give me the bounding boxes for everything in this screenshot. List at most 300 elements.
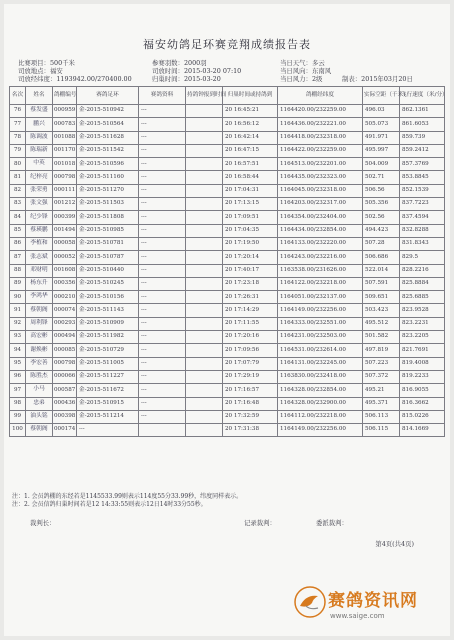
table-row bbox=[10, 118, 445, 131]
cell-name: 蔡发盛 bbox=[26, 105, 53, 118]
table-header-row bbox=[10, 87, 445, 105]
cell-clock-time bbox=[186, 118, 223, 131]
table-row bbox=[10, 144, 445, 157]
table-row bbox=[10, 237, 445, 250]
cell-speed: 825.6885 bbox=[400, 291, 445, 304]
cell-rank: 91 bbox=[10, 304, 26, 317]
cell-rank: 97 bbox=[10, 384, 26, 397]
cell-name: 李宏善 bbox=[26, 357, 53, 370]
cell-rank: 83 bbox=[10, 198, 26, 211]
cell-clock-time bbox=[186, 105, 223, 118]
table-row bbox=[10, 198, 445, 211]
cell-speed: 862.1361 bbox=[400, 105, 445, 118]
cell-loft-id: 000783 bbox=[53, 118, 77, 131]
cell-speed: 852.1539 bbox=[400, 184, 445, 197]
cell-coords: 1164203.00/232317.00 bbox=[278, 198, 363, 211]
cell-coords: 1164435.00/232323.00 bbox=[278, 171, 363, 184]
cell-clock-time bbox=[186, 331, 223, 344]
referee-signature-label: 裁判长： bbox=[30, 519, 56, 527]
meta-wind-direction: 当日风向：东南风 bbox=[280, 67, 332, 75]
cell-speed: 823.9528 bbox=[400, 304, 445, 317]
cell-arrival-time: 20 17:23:18 bbox=[223, 277, 278, 290]
table-row bbox=[10, 264, 445, 277]
cell-arrival-time: 20 17:32:59 bbox=[223, 410, 278, 423]
cell-clock-time bbox=[186, 304, 223, 317]
cell-clock-time bbox=[186, 410, 223, 423]
cell-arrival-time: 20 17:26:31 bbox=[223, 291, 278, 304]
cell-coords: 1164422.00/232259.00 bbox=[278, 144, 363, 157]
table-row bbox=[10, 304, 445, 317]
cell-speed: 837.7223 bbox=[400, 198, 445, 211]
cell-coords: 1164531.00/232614.00 bbox=[278, 344, 363, 357]
cell-name: 陈调波 bbox=[26, 131, 53, 144]
cell-pigeon-info: --- bbox=[139, 184, 186, 197]
cell-ring: 金-2015-511982 bbox=[77, 331, 139, 344]
cell-distance: 507.223 bbox=[363, 357, 400, 370]
cell-arrival-time: 20 17:04:31 bbox=[223, 184, 278, 197]
table-row bbox=[10, 291, 445, 304]
cell-ring: 金-2015-510942 bbox=[77, 105, 139, 118]
cell-pigeon-info: --- bbox=[139, 118, 186, 131]
recorder-signature-label: 记录裁判： bbox=[244, 519, 276, 527]
cell-coords: 1164434.00/232854.00 bbox=[278, 224, 363, 237]
cell-rank: 79 bbox=[10, 144, 26, 157]
header-clock-time: 持鸽钟报到时间 bbox=[186, 87, 223, 105]
cell-rank: 84 bbox=[10, 211, 26, 224]
cell-rank: 95 bbox=[10, 357, 26, 370]
cell-loft-id: 001494 bbox=[53, 224, 77, 237]
cell-coords: 1164112.00/232218.00 bbox=[278, 410, 363, 423]
cell-arrival-time: 20 17:20:16 bbox=[223, 331, 278, 344]
cell-ring: 金-2015-510781 bbox=[77, 237, 139, 250]
cell-pigeon-info: --- bbox=[139, 384, 186, 397]
cell-loft-id: 000398 bbox=[53, 410, 77, 423]
cell-clock-time bbox=[186, 344, 223, 357]
cell-speed: 816.9055 bbox=[400, 384, 445, 397]
cell-loft-id: 000066 bbox=[53, 370, 77, 383]
cell-ring: --- bbox=[77, 424, 139, 437]
cell-arrival-time: 20 16:47:15 bbox=[223, 144, 278, 157]
cell-distance: 502.56 bbox=[363, 211, 400, 224]
cell-distance: 496.03 bbox=[363, 105, 400, 118]
cell-loft-id: 001608 bbox=[53, 264, 77, 277]
cell-loft-id: 000085 bbox=[53, 344, 77, 357]
cell-coords: 1164133.00/232220.00 bbox=[278, 237, 363, 250]
table-row bbox=[10, 410, 445, 423]
cell-ring: 金-2015-511542 bbox=[77, 144, 139, 157]
cell-clock-time bbox=[186, 277, 223, 290]
cell-loft-id: 000436 bbox=[53, 397, 77, 410]
cell-ring: 金-2015-511214 bbox=[77, 410, 139, 423]
table-row bbox=[10, 105, 445, 118]
note-2: 注：2. 会员信鸽归巢时间若是12 14:33:55则表示12日14时33分55秒。 bbox=[12, 501, 207, 508]
cell-loft-id: 000798 bbox=[53, 357, 77, 370]
report-title: 福安幼鸽足环赛竞翔成绩报告表 bbox=[143, 38, 311, 51]
cell-loft-id: 001088 bbox=[53, 131, 77, 144]
cell-speed: 814.1669 bbox=[400, 424, 445, 437]
cell-name: 张荣勇 bbox=[26, 184, 53, 197]
cell-loft-id: 000058 bbox=[53, 237, 77, 250]
cell-coords: 1164149.00/232256.00 bbox=[278, 304, 363, 317]
cell-rank: 82 bbox=[10, 184, 26, 197]
header-name: 姓名 bbox=[26, 87, 53, 105]
note-1: 注：1. 会员鸽棚的东经若是1145533.99则表示114度55分33.99秒，纬度同样表示。 bbox=[12, 493, 243, 500]
meta-wind-force: 当日风力：2级 bbox=[280, 75, 323, 83]
cell-ring: 金-2015-511005 bbox=[77, 357, 139, 370]
cell-ring: 金-2015-510440 bbox=[77, 264, 139, 277]
cell-rank: 100 bbox=[10, 424, 26, 437]
header-loft-id: 鸽棚编号 bbox=[53, 87, 77, 105]
cell-loft-id: 000174 bbox=[53, 424, 77, 437]
cell-clock-time bbox=[186, 237, 223, 250]
cell-coords: 1164231.00/232503.00 bbox=[278, 331, 363, 344]
cell-rank: 98 bbox=[10, 397, 26, 410]
table-row bbox=[10, 211, 445, 224]
cell-distance: 495.512 bbox=[363, 317, 400, 330]
cell-clock-time bbox=[186, 291, 223, 304]
table-row bbox=[10, 424, 445, 437]
cell-ring: 金-2015-510729 bbox=[77, 344, 139, 357]
cell-arrival-time: 20 17:31:38 bbox=[223, 424, 278, 437]
cell-pigeon-info: --- bbox=[139, 211, 186, 224]
cell-arrival-time: 20 17:04:35 bbox=[223, 224, 278, 237]
cell-arrival-time: 20 17:13:15 bbox=[223, 198, 278, 211]
cell-name: 油头铭 bbox=[26, 410, 53, 423]
cell-arrival-time: 20 16:57:51 bbox=[223, 158, 278, 171]
cell-rank: 96 bbox=[10, 370, 26, 383]
cell-name: 陈胜杰 bbox=[26, 370, 53, 383]
committee-signature-label: 委派裁判： bbox=[316, 519, 348, 527]
cell-arrival-time: 20 17:16:57 bbox=[223, 384, 278, 397]
table-row bbox=[10, 184, 445, 197]
cell-speed: 853.8845 bbox=[400, 171, 445, 184]
cell-arrival-time: 20 17:40:17 bbox=[223, 264, 278, 277]
header-pigeon-info: 赛鸽资料 bbox=[139, 87, 186, 105]
cell-pigeon-info: --- bbox=[139, 344, 186, 357]
cell-ring: 金-2015-511270 bbox=[77, 184, 139, 197]
cell-speed: 861.6053 bbox=[400, 118, 445, 131]
cell-pigeon-info: --- bbox=[139, 264, 186, 277]
cell-speed: 832.8288 bbox=[400, 224, 445, 237]
cell-coords: 1164328.00/232900.00 bbox=[278, 397, 363, 410]
cell-loft-id: 000293 bbox=[53, 317, 77, 330]
cell-name: 蔡朝阁 bbox=[26, 424, 53, 437]
cell-loft-id: 000210 bbox=[53, 291, 77, 304]
cell-coords: 1164418.00/232318.00 bbox=[278, 131, 363, 144]
table-row bbox=[10, 251, 445, 264]
cell-speed: 816.3662 bbox=[400, 397, 445, 410]
table-row bbox=[10, 331, 445, 344]
cell-arrival-time: 20 17:09:56 bbox=[223, 344, 278, 357]
cell-coords: 1164045.00/232318.00 bbox=[278, 184, 363, 197]
cell-clock-time bbox=[186, 144, 223, 157]
cell-clock-time bbox=[186, 264, 223, 277]
cell-coords: 1164333.00/232551.00 bbox=[278, 317, 363, 330]
cell-pigeon-info: --- bbox=[139, 158, 186, 171]
cell-pigeon-info: --- bbox=[139, 198, 186, 211]
cell-ring: 金-2015-510245 bbox=[77, 277, 139, 290]
cell-ring: 金-2015-511143 bbox=[77, 304, 139, 317]
cell-loft-id: 000798 bbox=[53, 171, 77, 184]
cell-coords: 1164051.00/232137.00 bbox=[278, 291, 363, 304]
cell-coords: 1164243.00/232216.00 bbox=[278, 251, 363, 264]
cell-pigeon-info: --- bbox=[139, 224, 186, 237]
cell-speed: 857.3769 bbox=[400, 158, 445, 171]
header-arrival-time: 归巢时间或持鸽到 bbox=[223, 87, 278, 105]
cell-rank: 87 bbox=[10, 251, 26, 264]
cell-name: 忠弟 bbox=[26, 397, 53, 410]
cell-clock-time bbox=[186, 397, 223, 410]
results-table bbox=[9, 86, 448, 437]
cell-distance: 509.651 bbox=[363, 291, 400, 304]
cell-name: 李植和 bbox=[26, 237, 53, 250]
table-row bbox=[10, 397, 445, 410]
cell-ring: 金-2015-510985 bbox=[77, 224, 139, 237]
cell-distance: 495.21 bbox=[363, 384, 400, 397]
cell-loft-id: 001170 bbox=[53, 144, 77, 157]
cell-name: 纪梓亮 bbox=[26, 171, 53, 184]
cell-rank: 90 bbox=[10, 291, 26, 304]
table-row bbox=[10, 131, 445, 144]
cell-speed: 819.2233 bbox=[400, 370, 445, 383]
cell-clock-time bbox=[186, 357, 223, 370]
cell-clock-time bbox=[186, 171, 223, 184]
meta-release-site: 司放地点：福安 bbox=[18, 67, 63, 75]
cell-clock-time bbox=[186, 198, 223, 211]
cell-name: 杨东升 bbox=[26, 277, 53, 290]
cell-rank: 85 bbox=[10, 224, 26, 237]
cell-ring: 金-2015-511227 bbox=[77, 370, 139, 383]
cell-ring: 金-2015-511503 bbox=[77, 198, 139, 211]
cell-coords: 1164122.00/232218.00 bbox=[278, 277, 363, 290]
cell-pigeon-info: --- bbox=[139, 397, 186, 410]
cell-rank: 99 bbox=[10, 410, 26, 423]
cell-distance: 506.115 bbox=[363, 424, 400, 437]
cell-name: 纪少锋 bbox=[26, 211, 53, 224]
cell-ring: 金-2015-510915 bbox=[77, 397, 139, 410]
cell-ring: 金-2015-511808 bbox=[77, 211, 139, 224]
cell-speed: 823.2205 bbox=[400, 331, 445, 344]
cell-pigeon-info: --- bbox=[139, 171, 186, 184]
cell-arrival-time: 20 16:56:12 bbox=[223, 118, 278, 131]
cell-loft-id: 001212 bbox=[53, 198, 77, 211]
cell-ring: 金-2015-510787 bbox=[77, 251, 139, 264]
cell-loft-id: 000494 bbox=[53, 331, 77, 344]
cell-pigeon-info: --- bbox=[139, 277, 186, 290]
cell-ring: 金-2015-510596 bbox=[77, 158, 139, 171]
cell-clock-time bbox=[186, 224, 223, 237]
header-ring: 赛鸽足环 bbox=[77, 87, 139, 105]
cell-ring: 金-2015-511160 bbox=[77, 171, 139, 184]
cell-name: 蔡朝阁 bbox=[26, 304, 53, 317]
cell-rank: 78 bbox=[10, 131, 26, 144]
cell-speed: 828.2216 bbox=[400, 264, 445, 277]
cell-speed: 831.8343 bbox=[400, 237, 445, 250]
cell-rank: 81 bbox=[10, 171, 26, 184]
cell-speed: 823.2231 bbox=[400, 317, 445, 330]
cell-pigeon-info: --- bbox=[139, 304, 186, 317]
table-row bbox=[10, 384, 445, 397]
table-row bbox=[10, 370, 445, 383]
pigeon-logo-icon bbox=[294, 586, 326, 618]
meta-entries: 参赛羽数：2000羽 bbox=[152, 59, 207, 67]
cell-coords: 1163830.00/232418.00 bbox=[278, 370, 363, 383]
cell-pigeon-info: --- bbox=[139, 357, 186, 370]
cell-distance: 491.971 bbox=[363, 131, 400, 144]
cell-clock-time bbox=[186, 424, 223, 437]
cell-speed: 819.4008 bbox=[400, 357, 445, 370]
cell-loft-id: 000052 bbox=[53, 251, 77, 264]
header-coords: 鸽棚经纬度 bbox=[278, 87, 363, 105]
cell-distance: 495.997 bbox=[363, 144, 400, 157]
cell-distance: 504.009 bbox=[363, 158, 400, 171]
cell-loft-id: 000399 bbox=[53, 211, 77, 224]
cell-arrival-time: 20 17:16:48 bbox=[223, 397, 278, 410]
cell-ring: 金-2015-511672 bbox=[77, 384, 139, 397]
cell-arrival-time: 20 17:20:14 bbox=[223, 251, 278, 264]
meta-release-coords: 司放经纬度：1193942.00/270400.00 bbox=[18, 75, 132, 83]
cell-rank: 77 bbox=[10, 118, 26, 131]
cell-speed: 825.8884 bbox=[400, 277, 445, 290]
cell-distance: 507.372 bbox=[363, 370, 400, 383]
cell-speed: 837.4594 bbox=[400, 211, 445, 224]
cell-distance: 503.423 bbox=[363, 304, 400, 317]
cell-pigeon-info bbox=[139, 424, 186, 437]
cell-pigeon-info: --- bbox=[139, 410, 186, 423]
cell-name: 周利锋 bbox=[26, 317, 53, 330]
cell-distance: 505.356 bbox=[363, 198, 400, 211]
cell-loft-id: 000111 bbox=[53, 184, 77, 197]
cell-pigeon-info: --- bbox=[139, 291, 186, 304]
cell-distance: 505.073 bbox=[363, 118, 400, 131]
table-row bbox=[10, 344, 445, 357]
cell-rank: 76 bbox=[10, 105, 26, 118]
cell-arrival-time: 20 17:09:51 bbox=[223, 211, 278, 224]
cell-rank: 94 bbox=[10, 344, 26, 357]
cell-loft-id: 001018 bbox=[53, 158, 77, 171]
header-speed: 飞行速度（米/分） bbox=[400, 87, 445, 105]
cell-distance: 506.686 bbox=[363, 251, 400, 264]
watermark-url: www.saige.com bbox=[330, 612, 385, 620]
cell-rank: 92 bbox=[10, 317, 26, 330]
cell-loft-id: 000074 bbox=[53, 304, 77, 317]
page-number: 第4页(共4页) bbox=[375, 540, 414, 548]
table-row bbox=[10, 317, 445, 330]
cell-name: 邓财明 bbox=[26, 264, 53, 277]
cell-name: 鹏兴 bbox=[26, 118, 53, 131]
cell-rank: 88 bbox=[10, 264, 26, 277]
meta-close-time: 归巢时间：2015-03-20 bbox=[152, 75, 221, 83]
cell-name: 张志斌 bbox=[26, 251, 53, 264]
cell-name: 谢焕彬 bbox=[26, 344, 53, 357]
cell-rank: 86 bbox=[10, 237, 26, 250]
cell-speed: 829.5 bbox=[400, 251, 445, 264]
cell-loft-id: 000959 bbox=[53, 105, 77, 118]
cell-clock-time bbox=[186, 211, 223, 224]
cell-distance: 522.014 bbox=[363, 264, 400, 277]
cell-arrival-time: 20 17:14:29 bbox=[223, 304, 278, 317]
cell-pigeon-info: --- bbox=[139, 370, 186, 383]
meta-race-name: 比赛项目：500千米 bbox=[18, 59, 75, 67]
cell-speed: 859.739 bbox=[400, 131, 445, 144]
cell-name: 陈瑞新 bbox=[26, 144, 53, 157]
cell-speed: 815.0226 bbox=[400, 410, 445, 423]
cell-ring: 金-2015-511628 bbox=[77, 131, 139, 144]
cell-pigeon-info: --- bbox=[139, 237, 186, 250]
table-row bbox=[10, 158, 445, 171]
cell-coords: 1164149.00/232256.00 bbox=[278, 424, 363, 437]
table-row bbox=[10, 277, 445, 290]
cell-distance: 506.113 bbox=[363, 410, 400, 423]
cell-name: 高宏彬 bbox=[26, 331, 53, 344]
cell-name: 中英 bbox=[26, 158, 53, 171]
cell-clock-time bbox=[186, 251, 223, 264]
cell-name: 小马 bbox=[26, 384, 53, 397]
cell-pigeon-info: --- bbox=[139, 131, 186, 144]
cell-coords: 1163538.00/231626.00 bbox=[278, 264, 363, 277]
header-distance: 实际空距（千米） bbox=[363, 87, 400, 105]
cell-coords: 1164513.00/232201.00 bbox=[278, 158, 363, 171]
cell-distance: 494.423 bbox=[363, 224, 400, 237]
cell-ring: 金-2015-510156 bbox=[77, 291, 139, 304]
cell-clock-time bbox=[186, 158, 223, 171]
table-row bbox=[10, 357, 445, 370]
cell-rank: 80 bbox=[10, 158, 26, 171]
cell-distance: 502.71 bbox=[363, 171, 400, 184]
cell-name: 李鸿华 bbox=[26, 291, 53, 304]
cell-coords: 1164436.00/232221.00 bbox=[278, 118, 363, 131]
cell-coords: 1164420.00/232259.00 bbox=[278, 105, 363, 118]
cell-rank: 89 bbox=[10, 277, 26, 290]
cell-coords: 1164354.00/232404.00 bbox=[278, 211, 363, 224]
cell-arrival-time: 20 16:42:14 bbox=[223, 131, 278, 144]
cell-name: 张文强 bbox=[26, 198, 53, 211]
cell-name: 蔡瑛鹏 bbox=[26, 224, 53, 237]
cell-coords: 1164131.00/232245.00 bbox=[278, 357, 363, 370]
cell-speed: 821.7691 bbox=[400, 344, 445, 357]
meta-release-time: 司放时间：2015-03-20 07:10 bbox=[152, 67, 242, 75]
cell-arrival-time: 20 17:11:55 bbox=[223, 317, 278, 330]
cell-clock-time bbox=[186, 131, 223, 144]
cell-distance: 507.591 bbox=[363, 277, 400, 290]
cell-ring: 金-2015-510564 bbox=[77, 118, 139, 131]
cell-clock-time bbox=[186, 370, 223, 383]
cell-arrival-time: 20 17:29:19 bbox=[223, 370, 278, 383]
cell-clock-time bbox=[186, 384, 223, 397]
watermark bbox=[288, 584, 438, 630]
cell-arrival-time: 20 17:07:79 bbox=[223, 357, 278, 370]
table-row bbox=[10, 224, 445, 237]
table-row bbox=[10, 171, 445, 184]
cell-distance: 501.582 bbox=[363, 331, 400, 344]
cell-pigeon-info: --- bbox=[139, 105, 186, 118]
cell-clock-time bbox=[186, 317, 223, 330]
cell-pigeon-info: --- bbox=[139, 144, 186, 157]
cell-distance: 495.371 bbox=[363, 397, 400, 410]
cell-rank: 93 bbox=[10, 331, 26, 344]
cell-arrival-time: 20 16:45:21 bbox=[223, 105, 278, 118]
cell-pigeon-info: --- bbox=[139, 317, 186, 330]
cell-speed: 859.2412 bbox=[400, 144, 445, 157]
meta-weather: 当日天气：多云 bbox=[280, 59, 325, 67]
cell-loft-id: 000587 bbox=[53, 384, 77, 397]
cell-pigeon-info: --- bbox=[139, 331, 186, 344]
cell-clock-time bbox=[186, 184, 223, 197]
cell-coords: 1164328.00/232854.00 bbox=[278, 384, 363, 397]
cell-distance: 507.28 bbox=[363, 237, 400, 250]
cell-ring: 金-2015-510909 bbox=[77, 317, 139, 330]
cell-distance: 506.56 bbox=[363, 184, 400, 197]
